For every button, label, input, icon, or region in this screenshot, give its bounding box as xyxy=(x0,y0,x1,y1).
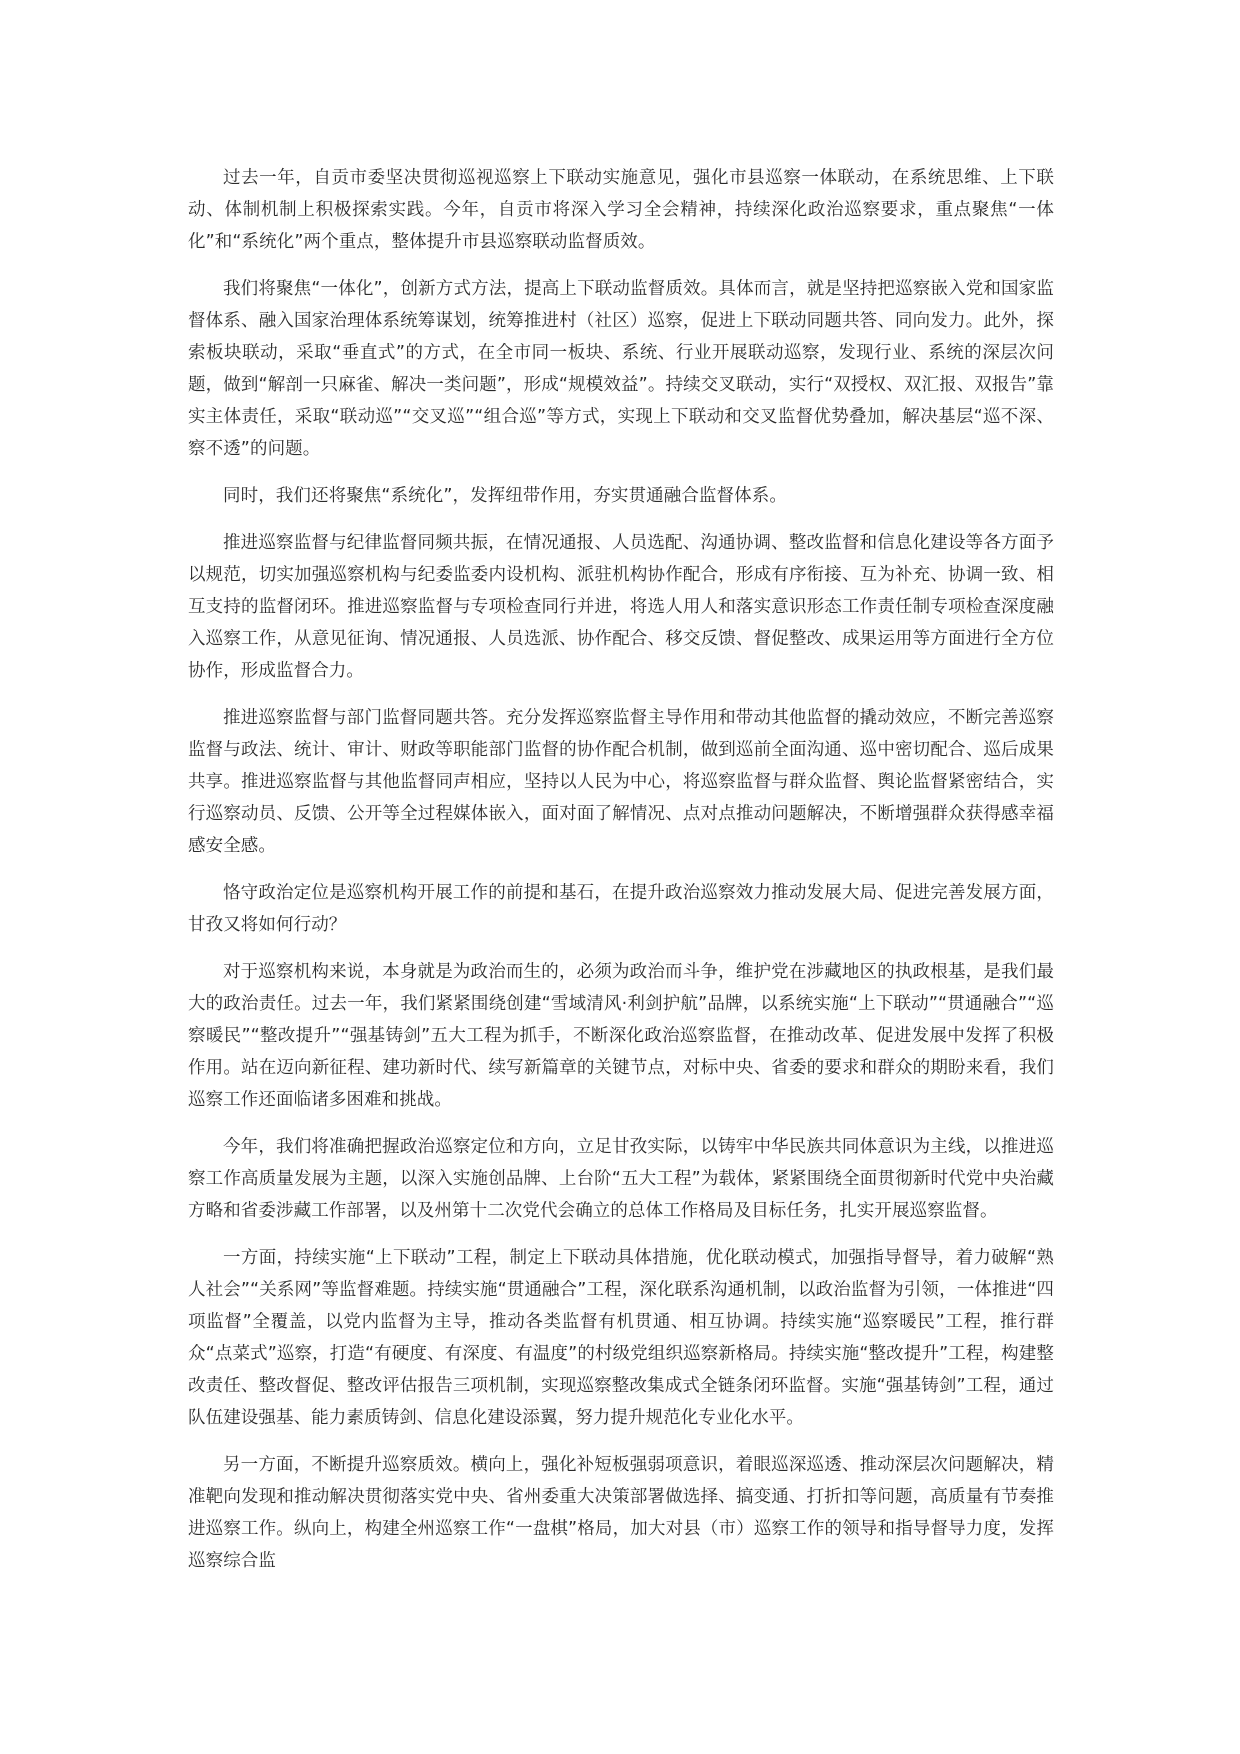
paragraph-6: 恪守政治定位是巡察机构开展工作的前提和基石，在提升政治巡察效力推动发展大局、促进完善发展方面，甘孜又将如何行动？ xyxy=(188,883,1054,935)
paragraph-1: 过去一年，自贡市委坚决贯彻巡视巡察上下联动实施意见，强化市县巡察一体联动，在系统思维、上下联动、体制机制上积极探索实践。今年，自贡市将深入学习全会精神，持续深化政治巡察要求，重点聚焦“一体化”和“系统化”两个重点，整体提升市县巡察联动监督质效。 xyxy=(188,168,1054,252)
paragraph-2: 我们将聚焦“一体化”，创新方式方法，提高上下联动监督质效。具体而言，就是坚持把巡察嵌入党和国家监督体系、融入国家治理体系统筹谋划，统筹推进村（社区）巡察，促进上下联动同题共答、同向发力。此外，探索板块联动，采取“垂直式”的方式，在全市同一板块、系统、行业开展联动巡察，发现行业、系统的深层次问题，做到“解剖一只麻雀、解决一类问题”，形成“规模效益”。持续交叉联动，实行“双授权、双汇报、双报告”靠实主体责任，采取“联动巡”“交叉巡”“组合巡”等方式，实现上下联动和交叉监督优势叠加，解决基层“巡不深、察不透”的问题。 xyxy=(188,279,1054,459)
paragraph-5: 推进巡察监督与部门监督同题共答。充分发挥巡察监督主导作用和带动其他监督的撬动效应，不断完善巡察监督与政法、统计、审计、财政等职能部门监督的协作配合机制，做到巡前全面沟通、巡中密切配合、巡后成果共享。推进巡察监督与其他监督同声相应，坚持以人民为中心，将巡察监督与群众监督、舆论监督紧密结合，实行巡察动员、反馈、公开等全过程媒体嵌入，面对面了解情况、点对点推动问题解决，不断增强群众获得感幸福感安全感。 xyxy=(188,708,1054,856)
paragraph-3: 同时，我们还将聚焦“系统化”，发挥纽带作用，夯实贯通融合监督体系。 xyxy=(223,486,787,506)
paragraph-9: 一方面，持续实施“上下联动”工程，制定上下联动具体措施，优化联动模式，加强指导督导，着力破解“熟人社会”“关系网”等监督难题。持续实施“贯通融合”工程，深化联系沟通机制，以政治监督为引领，一体推进“四项监督”全覆盖，以党内监督为主导，推动各类监督有机贯通、相互协调。持续实施“巡察暖民”工程，推行群众“点菜式”巡察，打造“有硬度、有深度、有温度”的村级党组织巡察新格局。持续实施“整改提升”工程，构建整改责任、整改督促、整改评估报告三项机制，实现巡察整改集成式全链条闭环监督。实施“强基铸剑”工程，通过队伍建设强基、能力素质铸剑、信息化建设添翼，努力提升规范化专业化水平。 xyxy=(188,1248,1054,1428)
paragraph-4: 推进巡察监督与纪律监督同频共振，在情况通报、人员选配、沟通协调、整改监督和信息化建设等各方面予以规范，切实加强巡察机构与纪委监委内设机构、派驻机构协作配合，形成有序衔接、互为补充、协调一致、相互支持的监督闭环。推进巡察监督与专项检查同行并进，将选人用人和落实意识形态工作责任制专项检查深度融入巡察工作，从意见征询、情况通报、人员选派、协作配合、移交反馈、督促整改、成果运用等方面进行全方位协作，形成监督合力。 xyxy=(188,533,1054,681)
document-body xyxy=(188,162,1054,1592)
paragraph-8: 今年，我们将准确把握政治巡察定位和方向，立足甘孜实际，以铸牢中华民族共同体意识为主线，以推进巡察工作高质量发展为主题，以深入实施创品牌、上台阶“五大工程”为载体，紧紧围绕全面贯彻新时代党中央治藏方略和省委涉藏工作部署，以及州第十二次党代会确立的总体工作格局及目标任务，扎实开展巡察监督。 xyxy=(188,1137,1054,1221)
paragraph-10: 另一方面，不断提升巡察质效。横向上，强化补短板强弱项意识，着眼巡深巡透、推动深层次问题解决，精准靶向发现和推动解决贯彻落实党中央、省州委重大决策部署做选择、搞变通、打折扣等问题，高质量有节奏推进巡察工作。纵向上，构建全州巡察工作“一盘棋”格局，加大对县（市）巡察工作的领导和指导督导力度，发挥巡察综合监 xyxy=(188,1455,1054,1571)
paragraph-7: 对于巡察机构来说，本身就是为政治而生的，必须为政治而斗争，维护党在涉藏地区的执政根基，是我们最大的政治责任。过去一年，我们紧紧围绕创建“雪域清风·利剑护航”品牌，以系统实施“上下联动”“贯通融合”“巡察暖民”“整改提升”“强基铸剑”五大工程为抓手，不断深化政治巡察监督，在推动改革、促进发展中发挥了积极作用。站在迈向新征程、建功新时代、续写新篇章的关键节点，对标中央、省委的要求和群众的期盼来看，我们巡察工作还面临诸多困难和挑战。 xyxy=(188,962,1054,1110)
